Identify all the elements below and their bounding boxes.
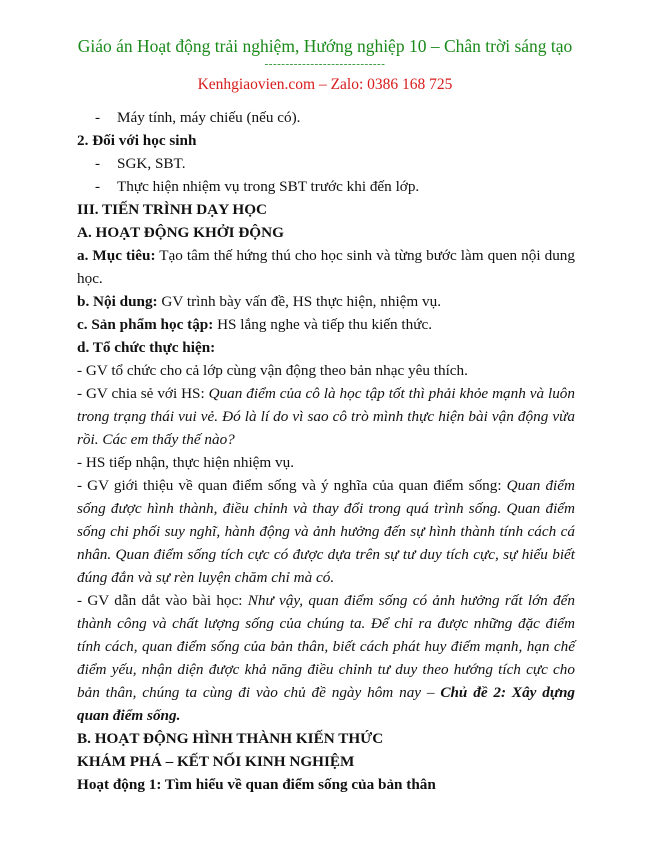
list-item-text: Máy tính, máy chiếu (nếu có). bbox=[117, 109, 301, 126]
section-heading: B. HOẠT ĐỘNG HÌNH THÀNH KIẾN THỨC bbox=[77, 730, 384, 747]
section-heading: Hoạt động 1: Tìm hiểu về quan điểm sống của bản thân bbox=[77, 776, 436, 793]
section-heading: A. HOẠT ĐỘNG KHỞI ĐỘNG bbox=[77, 224, 284, 241]
paragraph-organization-label: d. Tổ chức thực hiện: bbox=[77, 339, 216, 356]
text: GV trình bày vấn đề, HS thực hiện, nhiệm vụ. bbox=[157, 293, 442, 310]
paragraph bbox=[77, 474, 575, 589]
label: b. Nội dung: bbox=[77, 293, 158, 310]
section-heading: 2. Đối với học sinh bbox=[77, 132, 197, 149]
paragraph: - GV tổ chức cho cả lớp cùng vận động theo bản nhạc yêu thích. bbox=[77, 362, 468, 379]
paragraph bbox=[77, 589, 575, 727]
italic-text: Quan điểm sống được hình thành, điều chỉnh và thay đổi trong quá trình sống. Quan điểm sống chi phối suy nghĩ, hành động và ảnh hưởng đến sự hình thành tính cách cá nhân. Quan điểm sống tích cực có được dựa trên sự tư duy tích cực, sự hiểu biết đúng đắn và sự rèn luyện chăm chỉ mà có. bbox=[77, 477, 575, 586]
paragraph bbox=[77, 382, 575, 451]
label: c. Sản phẩm học tập: bbox=[77, 316, 214, 333]
paragraph-content bbox=[77, 290, 575, 313]
document-body bbox=[77, 106, 575, 796]
section-heading: III. TIẾN TRÌNH DẠY HỌC bbox=[77, 201, 268, 218]
list-item-text: SGK, SBT. bbox=[117, 155, 186, 172]
list-item: - Thực hiện nhiệm vụ trong SBT trước khi đến lớp. bbox=[95, 178, 420, 195]
paragraph-objective bbox=[77, 244, 575, 290]
bold-italic-text: Chủ đề 2: Xây dựng quan điểm sống. bbox=[77, 684, 575, 724]
label: a. Mục tiêu: bbox=[77, 247, 156, 264]
page-header-contact: Kenhgiaovien.com – Zalo: 0386 168 725 bbox=[197, 76, 453, 93]
list-item: - Máy tính, máy chiếu (nếu có). bbox=[95, 109, 301, 126]
text: - GV chia sẻ với HS: bbox=[77, 385, 209, 402]
text: - GV dẫn dắt vào bài học: bbox=[77, 592, 248, 609]
list-item: - SGK, SBT. bbox=[95, 155, 186, 172]
paragraph-product bbox=[77, 313, 575, 336]
text: HS lắng nghe và tiếp thu kiến thức. bbox=[213, 316, 433, 333]
section-heading: KHÁM PHÁ – KẾT NỐI KINH NGHIỆM bbox=[77, 753, 355, 770]
page-header-title: Giáo án Hoạt động trải nghiệm, Hướng nghiệp 10 – Chân trời sáng tạo bbox=[77, 36, 573, 56]
italic-text: Như vậy, quan điểm sống có ảnh hưởng rất lớn đến thành công và chất lượng sống của chúng ta. Để chỉ ra được những đặc điểm tính cách, quan điểm sống của bản thân, biết cách phát huy điểm mạnh, hạn chế điểm yếu, nhận diện được khả năng điều chỉnh tư duy theo hướng tích cực cho bản thân, chúng ta cùng đi vào chủ đề ngày hôm nay – bbox=[77, 592, 575, 701]
paragraph: - HS tiếp nhận, thực hiện nhiệm vụ. bbox=[77, 454, 295, 471]
list-item-text: Thực hiện nhiệm vụ trong SBT trước khi đến lớp. bbox=[117, 178, 420, 195]
header-divider: ----------------------------- bbox=[264, 58, 386, 70]
text: Tạo tâm thế hứng thú cho học sinh và từng bước làm quen nội dung học. bbox=[77, 247, 575, 287]
italic-text: Quan điểm của cô là học tập tốt thì phải khỏe mạnh và luôn trong trạng thái vui vẻ. Đó là lí do vì sao cô trò mình thực hiện bài vận động vừa rồi. Các em thấy thế nào? bbox=[77, 385, 575, 448]
text: - GV giới thiệu về quan điểm sống và ý nghĩa của quan điểm sống: bbox=[77, 477, 507, 494]
